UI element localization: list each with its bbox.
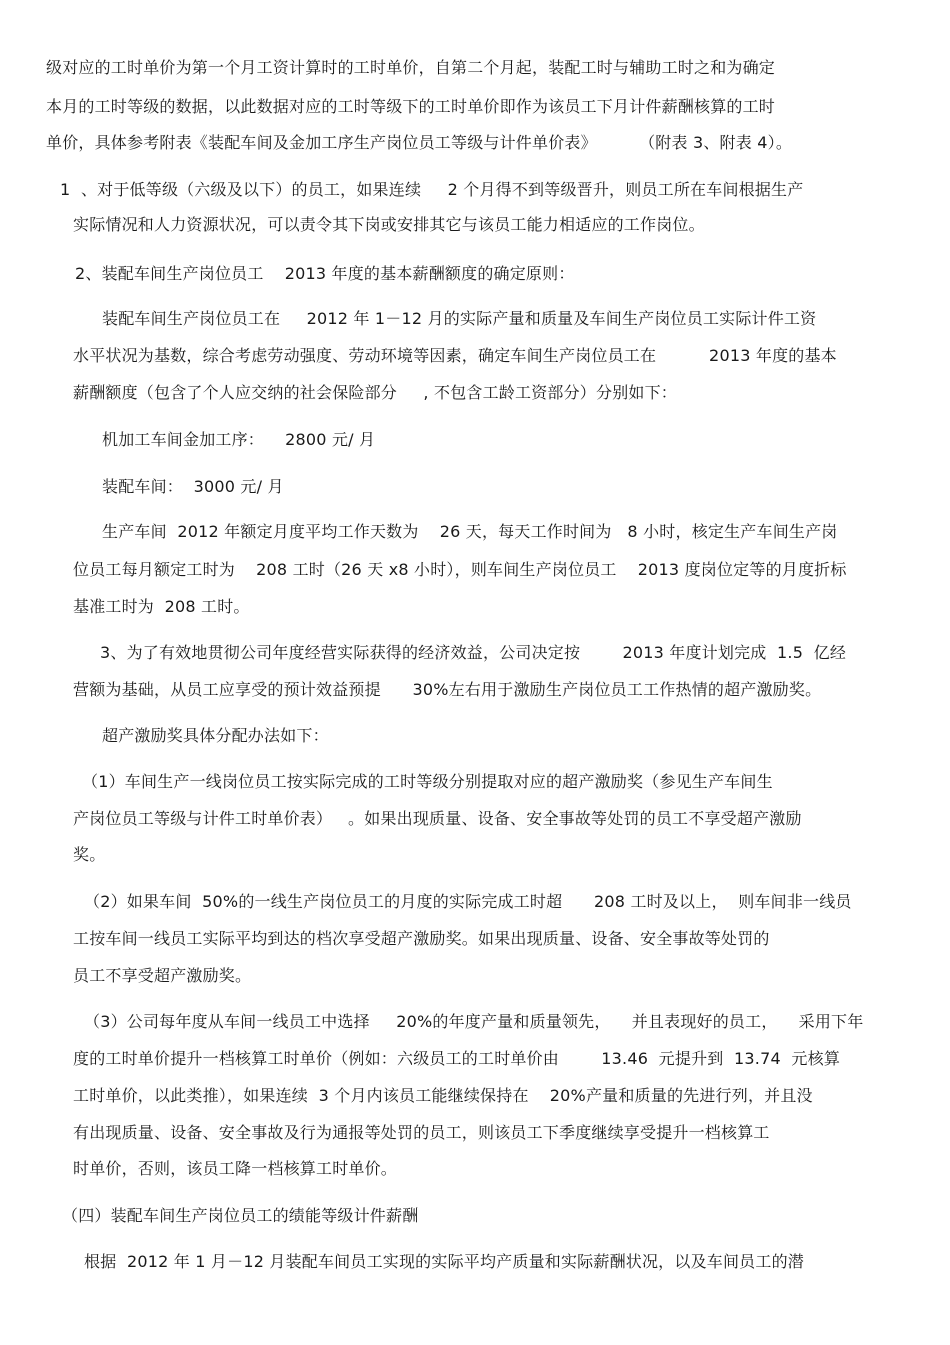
list-item-line: 产岗位员工等级与计件工时单价表） 。如果出现质量、设备、安全事故等处罚的员工不享受超产激励	[73, 809, 802, 828]
paragraph-line: 3、为了有效地贯彻公司年度经营实际获得的经济效益，公司决定按 2013 年度计划完成 1.5 亿经	[100, 643, 847, 662]
paragraph-line: 实际情况和人力资源状况，可以责令其下岗或安排其它与该员工能力相适应的工作岗位。	[73, 215, 705, 234]
paragraph-line: 根据 2012 年 1 月－12 月装配车间员工实现的实际平均产质量和实际薪酬状况，以及车间员工的潜	[84, 1252, 804, 1271]
paragraph-line: 生产车间 2012 年额定月度平均工作天数为 26 天，每天工作时间为 8 小时，核定生产车间生产岗	[102, 522, 838, 541]
section-heading: 2、装配车间生产岗位员工 2013 年度的基本薪酬额度的确定原则：	[75, 264, 575, 283]
list-item-line: 员工不享受超产激励奖。	[73, 966, 252, 985]
paragraph-line: 水平状况为基数，综合考虑劳动强度、劳动环境等因素，确定车间生产岗位员工在 2013 年度的基本	[73, 346, 837, 365]
paragraph-line: 级对应的工时单价为第一个月工资计算时的工时单价，自第二个月起，装配工时与辅助工时之和为确定	[46, 58, 776, 77]
list-item-line: （3）公司每年度从车间一线员工中选择 20%的年度产量和质量领先， 并且表现好的员工， 采用下年	[84, 1012, 864, 1031]
list-item-line: 工按车间一线员工实际平均到达的档次享受超产激励奖。如果出现质量、设备、安全事故等处罚的	[73, 929, 770, 948]
list-item-line: （1）车间生产一线岗位员工按实际完成的工时等级分别提取对应的超产激励奖（参见生产车间生	[82, 772, 773, 791]
paragraph-line: 单价，具体参考附表《装配车间及金加工序生产岗位员工等级与计件单价表》 （附表 3、附表 4）。	[46, 133, 793, 152]
salary-item: 装配车间： 3000 元/ 月	[102, 477, 284, 496]
list-item-line: （2）如果车间 50%的一线生产岗位员工的月度的实际完成工时超 208 工时及以上， 则车间非一线员	[84, 892, 852, 911]
list-item-line: 时单价，否则，该员工降一档核算工时单价。	[73, 1159, 398, 1178]
list-item-line: 有出现质量、设备、安全事故及行为通报等处罚的员工，则该员工下季度继续享受提升一档核算工	[73, 1123, 770, 1142]
paragraph-line: 超产激励奖具体分配办法如下：	[102, 726, 329, 745]
paragraph-line: 装配车间生产岗位员工在 2012 年 1－12 月的实际产量和质量及车间生产岗位员工实际计件工资	[102, 309, 817, 328]
salary-item: 机加工车间金加工序： 2800 元/ 月	[102, 430, 376, 449]
paragraph-line: 营额为基础，从员工应享受的预计效益预提 30%左右用于激励生产岗位员工工作热情的超产激励奖。	[73, 680, 822, 699]
paragraph-line: 薪酬额度（包含了个人应交纳的社会保险部分 , 不包含工龄工资部分）分别如下：	[73, 383, 678, 402]
list-item-line: 奖。	[73, 845, 106, 864]
paragraph-line: 位员工每月额定工时为 208 工时（26 天 x8 小时），则车间生产岗位员工 2013 度岗位定等的月度折标	[73, 560, 847, 579]
paragraph-line: 本月的工时等级的数据，以此数据对应的工时等级下的工时单价即作为该员工下月计件薪酬核算的工时	[46, 97, 776, 116]
paragraph-line: 基准工时为 208 工时。	[73, 597, 250, 616]
section-heading: （四）装配车间生产岗位员工的绩能等级计件薪酬	[62, 1206, 419, 1225]
list-item-line: 度的工时单价提升一档核算工时单价（例如：六级员工的工时单价由 13.46 元提升到 13.74 元核算	[73, 1049, 841, 1068]
list-item-line: 工时单价，以此类推），如果连续 3 个月内该员工能继续保持在 20%产量和质量的先进行列，并且没	[73, 1086, 813, 1105]
paragraph-line: 1 、对于低等级（六级及以下）的员工，如果连续 2 个月得不到等级晋升，则员工所在车间根据生产	[60, 180, 804, 199]
